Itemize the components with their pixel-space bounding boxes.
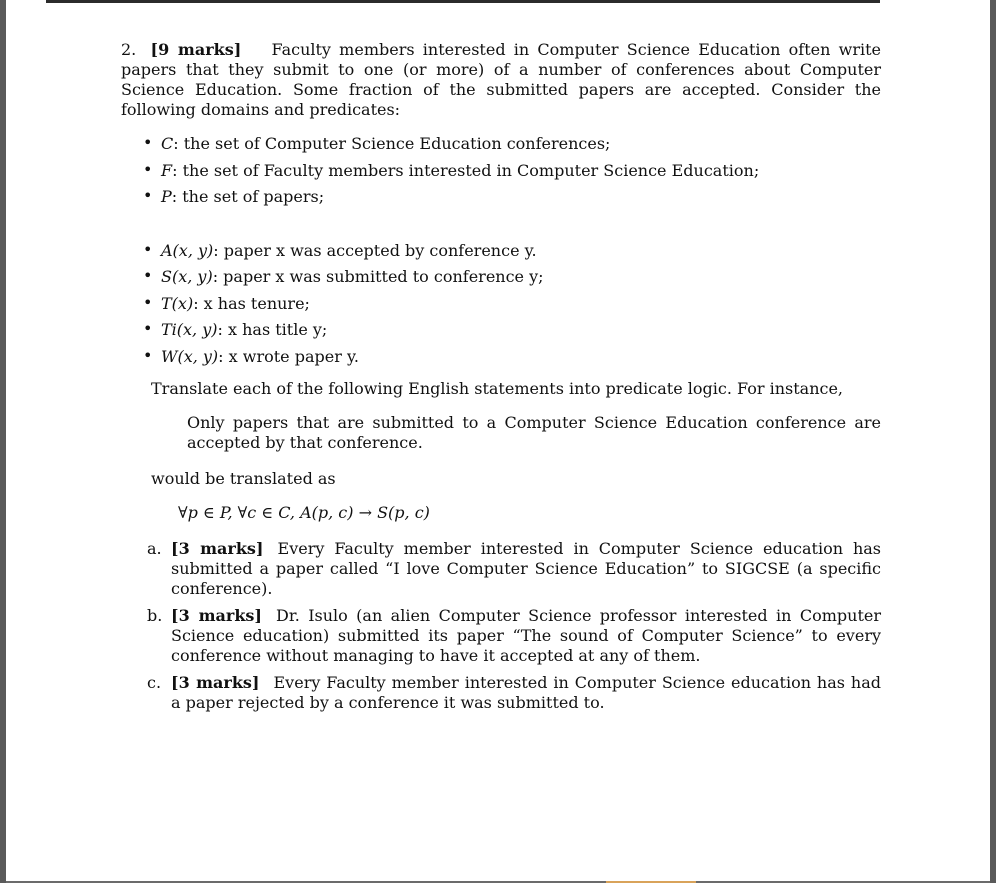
part-marks: [3 marks] [171,539,264,558]
parts-list [147,539,881,713]
part-letter: b. [147,606,163,625]
domains-list [121,134,881,214]
part-letter: c. [147,673,162,692]
list-item [147,539,881,599]
part-text: Every Faculty member interested in Computer Science education has had a paper rejected by a conference it was submitted to. [171,673,881,712]
list-item [147,673,881,713]
translated-as-text: would be translated as [151,469,336,488]
question-number: 2. [121,40,137,59]
list-item: • S(x, y): paper x was submitted to conference y; [121,267,881,294]
example-formula: ∀p ∈ P, ∀c ∈ C, A(p, c) → S(p, c) [178,503,430,522]
list-item: • F: the set of Faculty members interested in Computer Science Education; [121,161,881,188]
document-page [6,0,990,883]
list-item: • C: the set of Computer Science Education conferences; [121,134,881,161]
predicates-list [121,241,881,374]
question-intro-text: Faculty members interested in Computer Science Education often write papers that they submit to one (or more) of a number of conferences about Computer Science Education. Some fraction of the submitted papers are accepted. Consider the following domains and predicates: [121,40,882,119]
list-item: • Ti(x, y): x has title y; [121,320,881,347]
list-item: • W(x, y): x wrote paper y. [121,347,881,374]
example-statement: Only papers that are submitted to a Computer Science Education conference are accepted by that conference. [187,413,881,452]
part-text: Dr. Isulo (an alien Computer Science professor interested in Computer Science education) submitted its paper “The sound of Computer Science” to every conference without managing to have it accepted at any of them. [171,606,881,665]
part-text: Every Faculty member interested in Computer Science education has submitted a paper called “I love Computer Science Education” to SIGCSE (a specific conference). [171,539,881,598]
page-top-border [46,0,880,3]
part-marks: [3 marks] [171,673,260,692]
question-content [121,40,881,713]
list-item [147,606,881,666]
part-letter: a. [147,539,162,558]
instruction-text: Translate each of the following English statements into predicate logic. For instance, [151,379,844,398]
question-marks: [9 marks] [150,40,242,59]
list-item: • T(x): x has tenure; [121,294,881,321]
part-marks: [3 marks] [171,606,262,625]
list-item: • A(x, y): paper x was accepted by conference y. [121,241,881,268]
question-intro [121,40,881,120]
list-item: • P: the set of papers; [121,187,881,214]
